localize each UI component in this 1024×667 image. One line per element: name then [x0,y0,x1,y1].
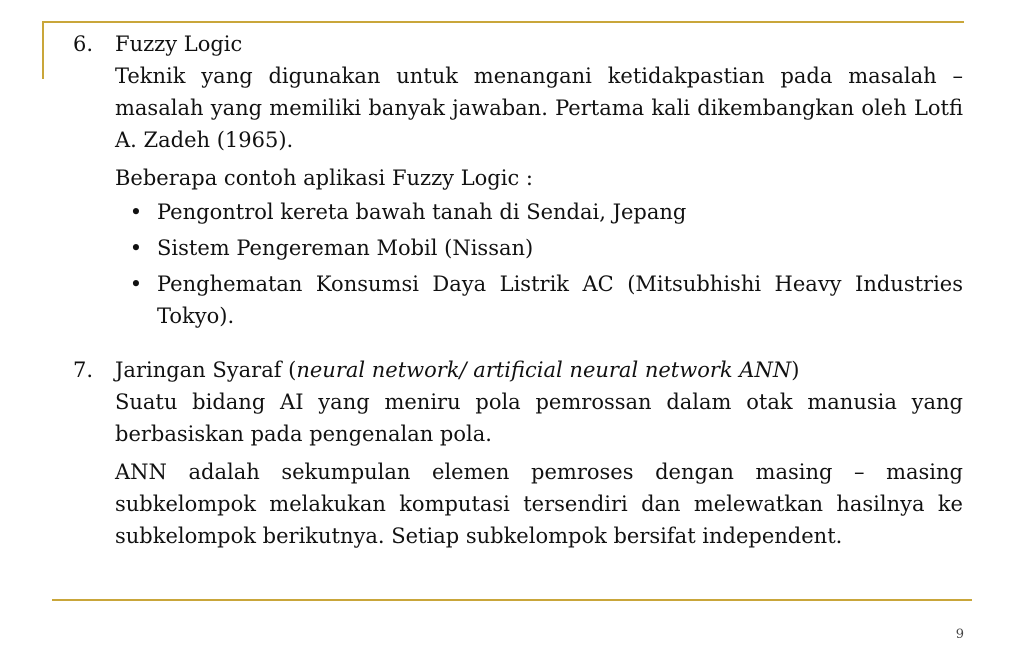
list-item [115,196,963,228]
section-7-title [115,354,799,386]
section-7-title-suffix: ) [791,358,800,382]
bullet-icon: • [129,200,143,224]
section-7-heading [73,354,963,386]
list-item [115,232,963,264]
section-7-paragraph-2: ANN adalah sekumpulan elemen pemroses dengan masing – masing subkelompok melakukan komputasi tersendiri dan melewatkan hasilnya ke subkelompok berikutnya. Setiap subkelompok bersifat independent. [115,460,963,548]
slide-content [73,22,963,552]
fuzzy-applications-list [73,196,963,332]
section-7-title-prefix: Jaringan Syaraf ( [115,358,297,382]
section-6-title: Fuzzy Logic [115,32,243,56]
section-7-number: 7. [73,358,94,382]
bullet-icon: • [129,236,143,260]
section-6-paragraph-1: Teknik yang digunakan untuk menangani ketidakpastian pada masalah – masalah yang memiliki banyak jawaban. Pertama kali dikembangkan oleh Lotfi A. Zadeh (1965). [115,64,963,152]
section-6-number: 6. [73,32,94,56]
bullet-icon: • [129,272,143,296]
section-7-title-italic: neural network/ artificial neural network ANN [296,358,792,382]
list-item-text: Sistem Pengereman Mobil (Nissan) [157,236,534,260]
page-number: 9 [955,627,964,642]
list-item-text: Penghematan Konsumsi Daya Listrik AC (Mitsubhishi Heavy Industries Tokyo). [157,272,963,328]
section-6-paragraph-2: Beberapa contoh aplikasi Fuzzy Logic : [115,166,533,190]
list-item [115,268,963,332]
list-item-text: Pengontrol kereta bawah tanah di Sendai, Jepang [157,200,687,224]
section-6-heading [73,28,963,60]
left-accent-rule [42,21,44,79]
section-7-paragraph-1: Suatu bidang AI yang meniru pola pemrossan dalam otak manusia yang berbasiskan pada pengenalan pola. [115,390,963,446]
bottom-rule [52,599,972,601]
